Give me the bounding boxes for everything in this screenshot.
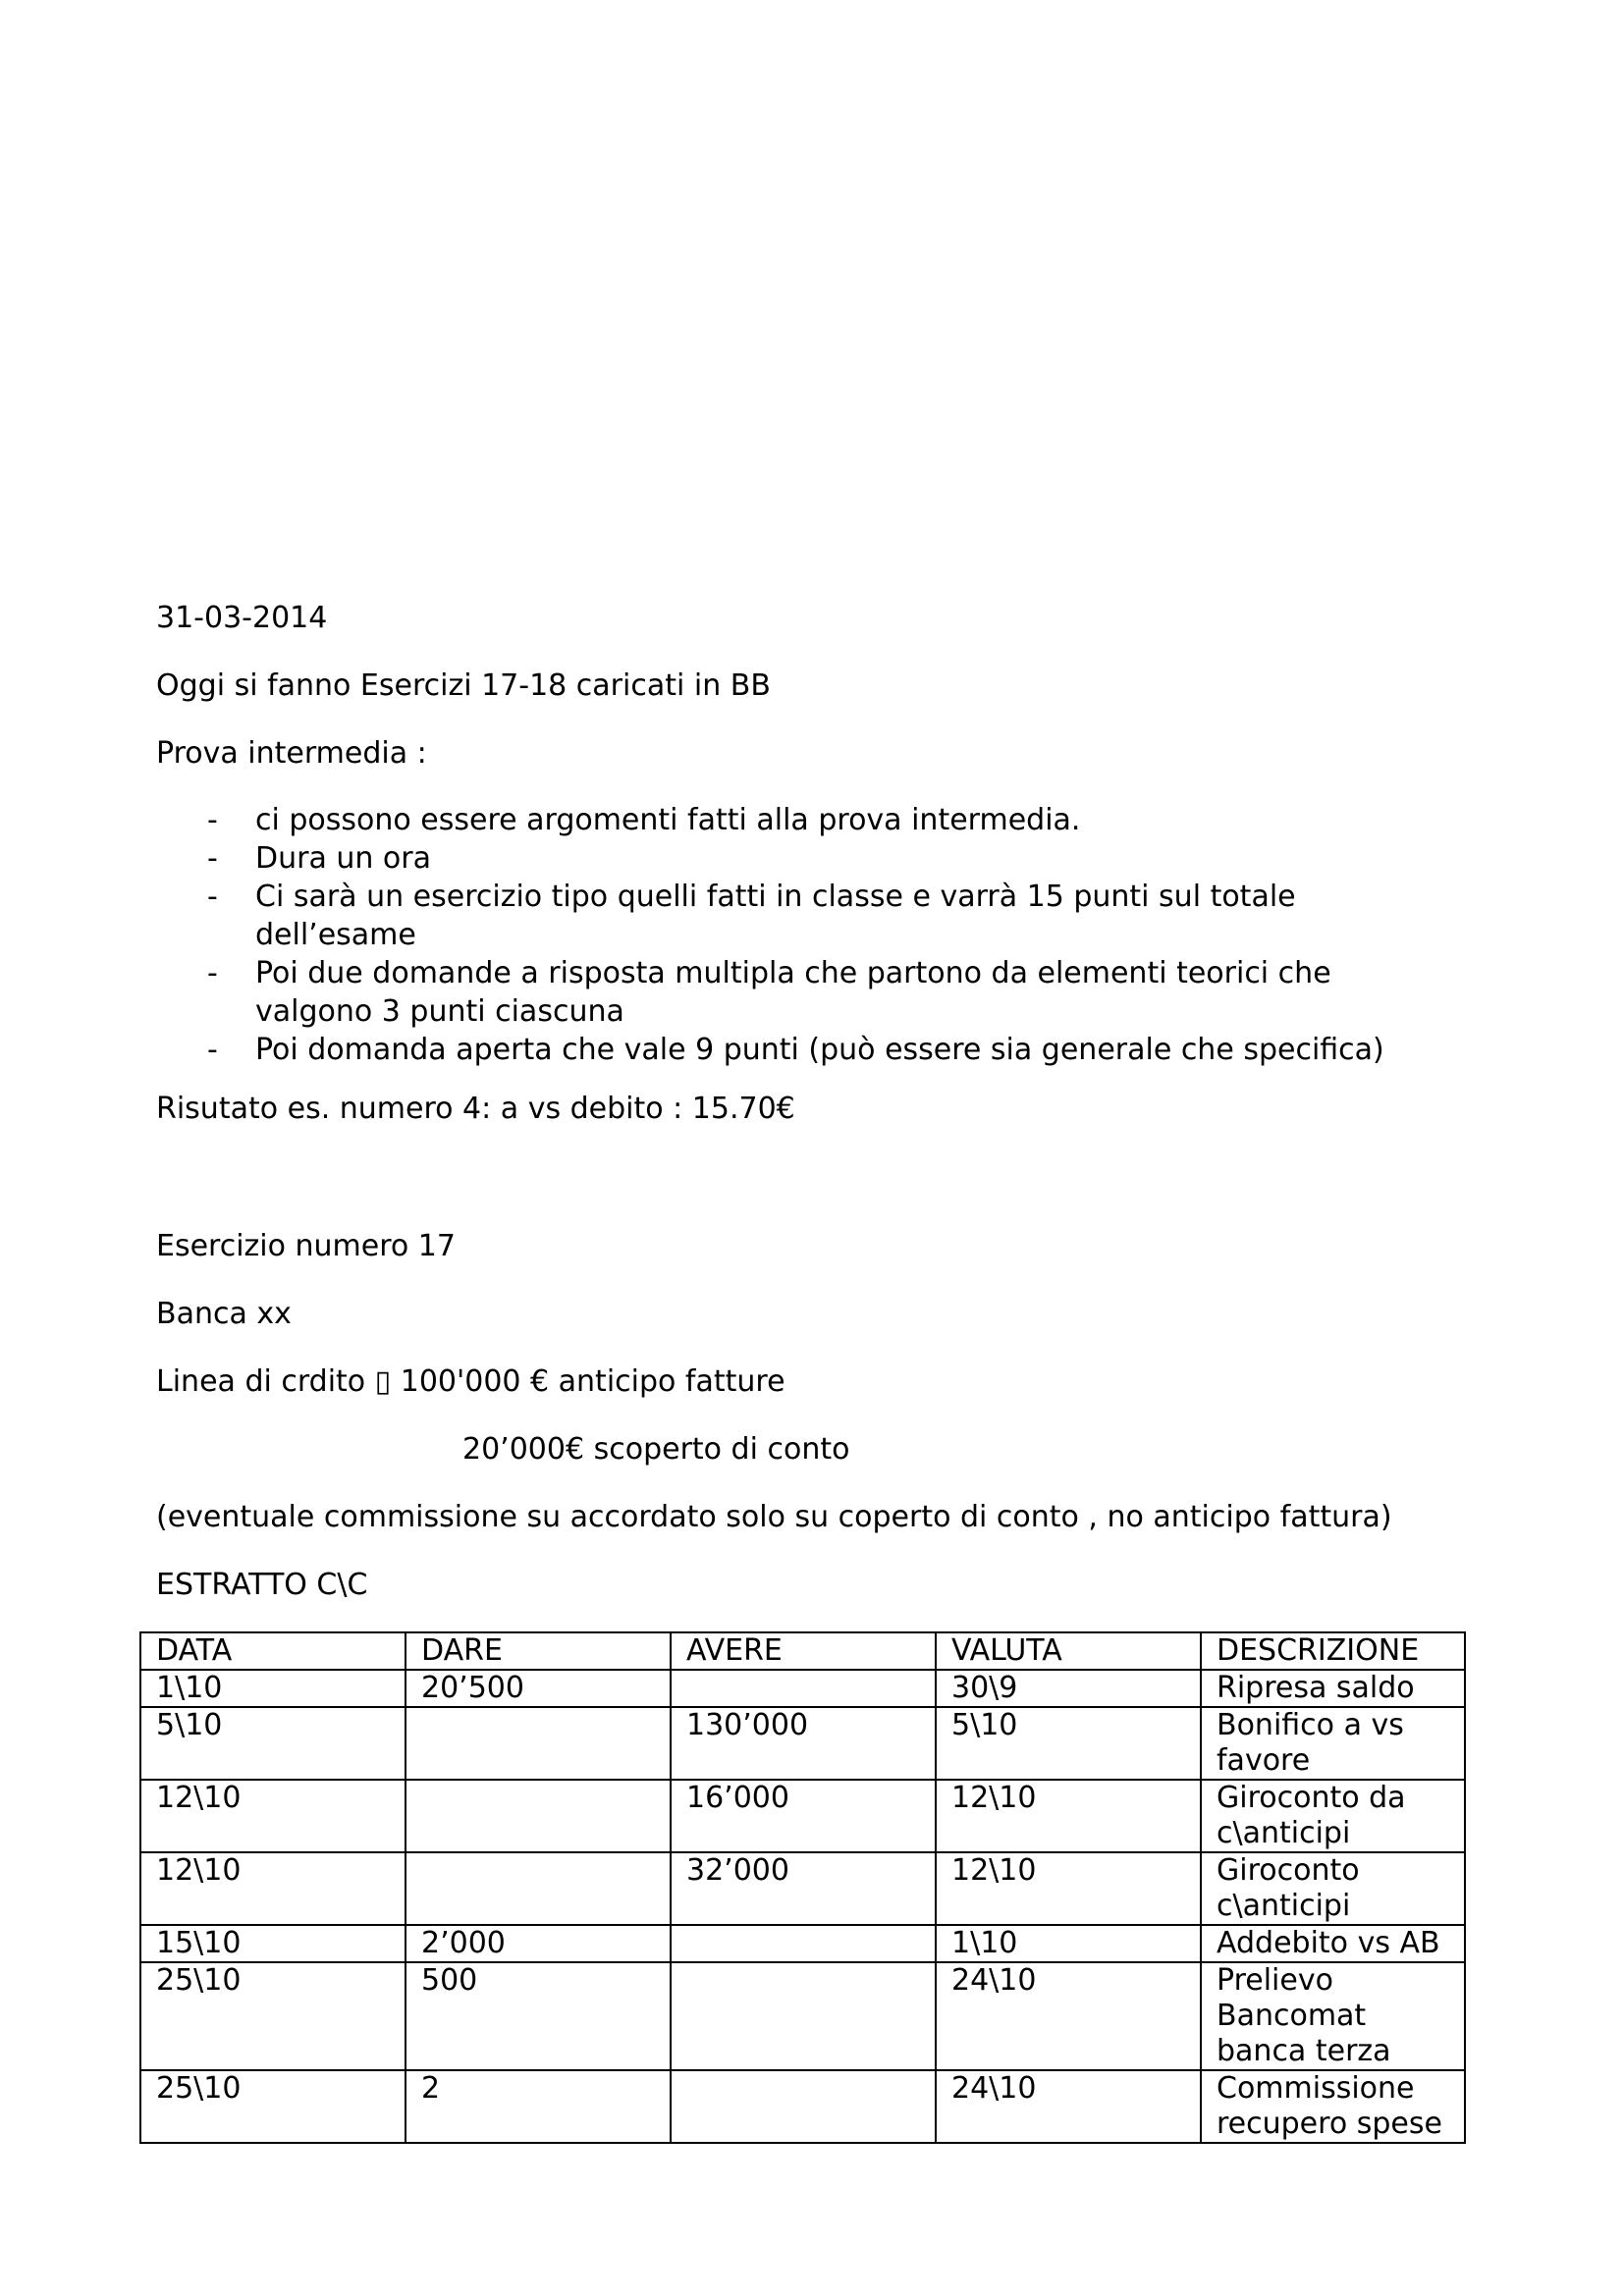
cell-data: 25\10: [140, 2070, 406, 2143]
cell-avere: 130’000: [671, 1707, 936, 1780]
cell-valuta: 12\10: [936, 1852, 1201, 1925]
bullet-item: [156, 1031, 1591, 1069]
bullet-text-continued: valgono 3 punti ciascuna: [255, 994, 624, 1029]
bullet-dash: -: [207, 841, 218, 876]
descrizione-line: Bonifico a vs: [1217, 1708, 1404, 1742]
linea-credito-line: Linea di crdito ▯ 100'000 € anticipo fatture: [156, 1364, 785, 1399]
bullet-text: Poi due domande a risposta multipla che partono da elementi teorici che: [255, 956, 1331, 990]
cell-descrizione: [1201, 1670, 1465, 1707]
header-dare: DARE: [406, 1632, 671, 1670]
cell-avere: 16’000: [671, 1780, 936, 1852]
cell-dare: [406, 1707, 671, 1780]
table-header-row: [140, 1632, 1465, 1670]
descrizione-line: recupero spese: [1217, 2107, 1442, 2141]
prova-heading: Prova intermedia :: [156, 736, 427, 771]
bullet-dash: -: [207, 956, 218, 990]
cell-dare: [406, 1780, 671, 1852]
bullet-item: [156, 839, 1591, 878]
bullet-dash: -: [207, 880, 218, 914]
esercizio-title: Esercizio numero 17: [156, 1229, 456, 1263]
nota-line: (eventuale commissione su accordato solo su coperto di conto , no anticipo fattura): [156, 1500, 1392, 1534]
estratto-conto-table: [139, 1631, 1466, 2144]
bullet-text: Ci sarà un esercizio tipo quelli fatti in classe e varrà 15 punti sul totale: [255, 880, 1296, 914]
bullet-text: ci possono essere argomenti fatti alla prova intermedia.: [255, 803, 1081, 837]
estratto-title: ESTRATTO C\C: [156, 1568, 368, 1602]
prova-bullet-list: [156, 801, 1591, 1069]
header-avere: AVERE: [671, 1632, 936, 1670]
descrizione-line: Ripresa saldo: [1217, 1671, 1415, 1705]
bullet-item: [156, 801, 1591, 839]
bullet-dash: -: [207, 1033, 218, 1067]
table-row: [140, 1780, 1465, 1852]
table-row: [140, 1670, 1465, 1707]
descrizione-line: Commissione: [1217, 2071, 1415, 2106]
descrizione-line: favore: [1217, 1743, 1311, 1778]
descrizione-line: Bancomat: [1217, 1999, 1367, 2033]
table-row: [140, 1707, 1465, 1780]
banca-line: Banca xx: [156, 1297, 292, 1331]
cell-data: 15\10: [140, 1925, 406, 1962]
bullet-text-continued: dell’esame: [255, 918, 416, 952]
risultato-line: Risutato es. numero 4: a vs debito : 15.70€: [156, 1092, 795, 1126]
cell-data: 12\10: [140, 1780, 406, 1852]
cell-valuta: 12\10: [936, 1780, 1201, 1852]
cell-avere: [671, 2070, 936, 2143]
table-row: [140, 1962, 1465, 2070]
cell-valuta: 24\10: [936, 2070, 1201, 2143]
cell-data: 25\10: [140, 1962, 406, 2070]
table-row: [140, 2070, 1465, 2143]
cell-data: 1\10: [140, 1670, 406, 1707]
cell-dare: 2’000: [406, 1925, 671, 1962]
bullet-item: [156, 878, 1591, 954]
cell-avere: [671, 1962, 936, 2070]
descrizione-line: banca terza: [1217, 2034, 1391, 2068]
cell-data: 12\10: [140, 1852, 406, 1925]
cell-dare: 2: [406, 2070, 671, 2143]
lecture-date: 31-03-2014: [156, 601, 328, 635]
cell-avere: [671, 1670, 936, 1707]
cell-descrizione: [1201, 1925, 1465, 1962]
descrizione-line: c\anticipi: [1217, 1889, 1351, 1923]
descrizione-line: c\anticipi: [1217, 1816, 1351, 1850]
cell-descrizione: [1201, 1707, 1465, 1780]
cell-descrizione: [1201, 1962, 1465, 2070]
cell-avere: 32’000: [671, 1852, 936, 1925]
table-row: [140, 1852, 1465, 1925]
bullet-text: Poi domanda aperta che vale 9 punti (può essere sia generale che specifica): [255, 1033, 1384, 1067]
header-valuta: VALUTA: [936, 1632, 1201, 1670]
bullet-dash: -: [207, 803, 218, 837]
cell-descrizione: [1201, 2070, 1465, 2143]
header-descrizione: DESCRIZIONE: [1201, 1632, 1465, 1670]
cell-data: 5\10: [140, 1707, 406, 1780]
cell-dare: [406, 1852, 671, 1925]
cell-descrizione: [1201, 1852, 1465, 1925]
intro-line: Oggi si fanno Esercizi 17-18 caricati in BB: [156, 668, 771, 703]
scoperto-line: 20’000€ scoperto di conto: [462, 1432, 850, 1467]
cell-valuta: 24\10: [936, 1962, 1201, 2070]
descrizione-line: Giroconto: [1217, 1853, 1360, 1888]
cell-dare: 500: [406, 1962, 671, 2070]
cell-valuta: 30\9: [936, 1670, 1201, 1707]
descrizione-line: Prelievo: [1217, 1963, 1333, 1998]
bullet-text: Dura un ora: [255, 841, 432, 876]
header-data: DATA: [140, 1632, 406, 1670]
table-row: [140, 1925, 1465, 1962]
descrizione-line: Addebito vs AB: [1217, 1926, 1440, 1960]
cell-descrizione: [1201, 1780, 1465, 1852]
cell-valuta: 5\10: [936, 1707, 1201, 1780]
cell-avere: [671, 1925, 936, 1962]
cell-dare: 20’500: [406, 1670, 671, 1707]
descrizione-line: Giroconto da: [1217, 1781, 1406, 1815]
cell-valuta: 1\10: [936, 1925, 1201, 1962]
bullet-item: [156, 954, 1591, 1031]
